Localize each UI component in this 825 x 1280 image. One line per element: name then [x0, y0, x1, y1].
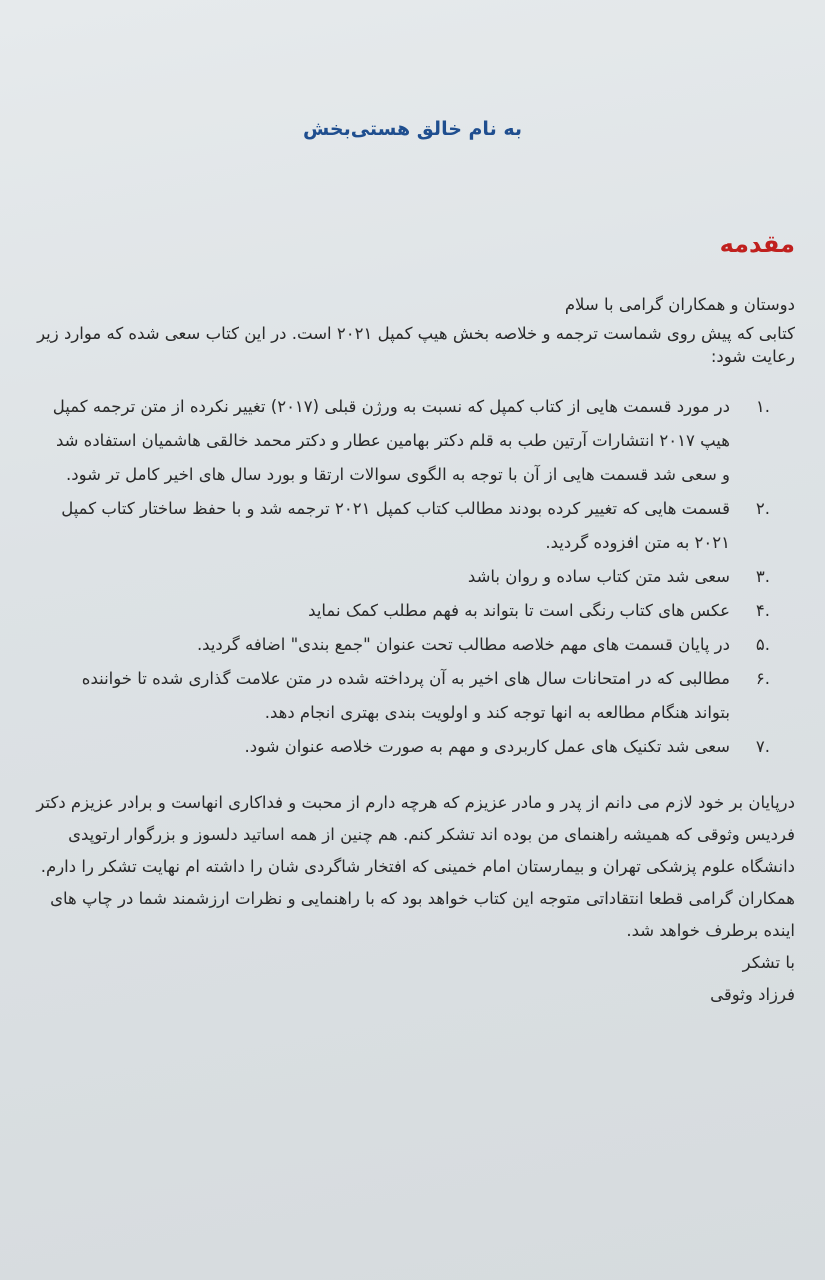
list-item: [50, 662, 770, 730]
list-item: [50, 730, 770, 764]
list-item-text: سعی شد متن کتاب ساده و روان باشد: [467, 567, 730, 586]
list-item: [50, 560, 770, 594]
closing-section: [28, 787, 795, 1011]
feedback-paragraph: همکاران گرامی قطعا انتقاداتی متوجه این کتاب خواهد بود که با راهنمایی و نظرات ارزشمند شما در چاپ های اینده برطرف خواهد شد.: [50, 889, 795, 940]
list-item-number: .۱: [755, 397, 770, 416]
greeting-line: دوستان و همکاران گرامی با سلام: [564, 295, 795, 314]
list-item-number: .۶: [755, 669, 770, 688]
list-item: [50, 492, 770, 560]
list-item: [50, 594, 770, 628]
list-item-number: .۵: [755, 635, 770, 654]
guidelines-list: [50, 390, 770, 764]
intro-paragraph: کتابی که پیش روی شماست ترجمه و خلاصه بخش هیپ کمپل ۲۰۲۱ است. در این کتاب سعی شده که موارد زیر رعایت شود:: [37, 324, 795, 366]
signoff-line: با تشکر: [742, 953, 795, 972]
list-item-text: سعی شد تکنیک های عمل کاربردی و مهم به صورت خلاصه عنوان شود.: [244, 737, 730, 756]
list-item-text: در پایان قسمت های مهم خلاصه مطالب تحت عنوان "جمع بندی" اضافه گردید.: [196, 635, 730, 654]
list-item: [50, 628, 770, 662]
list-item-number: .۴: [755, 601, 770, 620]
list-item-number: .۳: [755, 567, 770, 586]
author-name: فرزاد وثوقی: [710, 985, 795, 1004]
list-item: [50, 390, 770, 492]
list-item-number: .۷: [755, 737, 770, 756]
thanks-paragraph: درپایان بر خود لازم می دانم از پدر و مادر عزیزم که هرچه دارم از محبت و فداکاری انهاست و برادر عزیزم دکتر فردیس وثوقی که همیشه راهنمای من بوده اند تشکر کنم. هم چنین از همه اساتید دلسوز و بزرگوار ارتوپدی دانشگاه علوم پزشکی تهران و بیمارستان امام خمینی که افتخار شاگردی شان را داشته ام نهایت تشکر را دارم.: [36, 793, 795, 876]
list-item-text: عکس های کتاب رنگی است تا بتواند به فهم مطلب کمک نماید: [308, 601, 730, 620]
list-item-number: .۲: [755, 499, 770, 518]
list-item-text: مطالبی که در امتحانات سال های اخیر به آن پرداخته شده در متن علامت گذاری شده تا خواننده بتواند هنگام مطالعه به انها توجه کند و اولویت بندی بهتری انجام دهد.: [81, 669, 730, 722]
page-title: به نام خالق هستی‌بخش: [303, 118, 522, 140]
list-item-text: قسمت هایی که تغییر کرده بودند مطالب کتاب کمپل ۲۰۲۱ ترجمه شد و با حفظ ساختار کتاب کمپل ۲۰۲۱ به متن افزوده گردید.: [61, 499, 730, 552]
section-heading: مقدمه: [719, 230, 795, 258]
list-item-text: در مورد قسمت هایی از کتاب کمپل که نسبت به ورژن قبلی (۲۰۱۷) تغییر نکرده از متن ترجمه کمپل هیپ ۲۰۱۷ انتشارات آرتین طب به قلم دکتر بهامین عطار و دکتر محمد خالقی هاشمیان استفاده شد و سعی شد قسمت هایی از آن با توجه به الگوی سوالات ارتقا و بورد سال های اخیر کامل تر شود.: [52, 397, 730, 484]
